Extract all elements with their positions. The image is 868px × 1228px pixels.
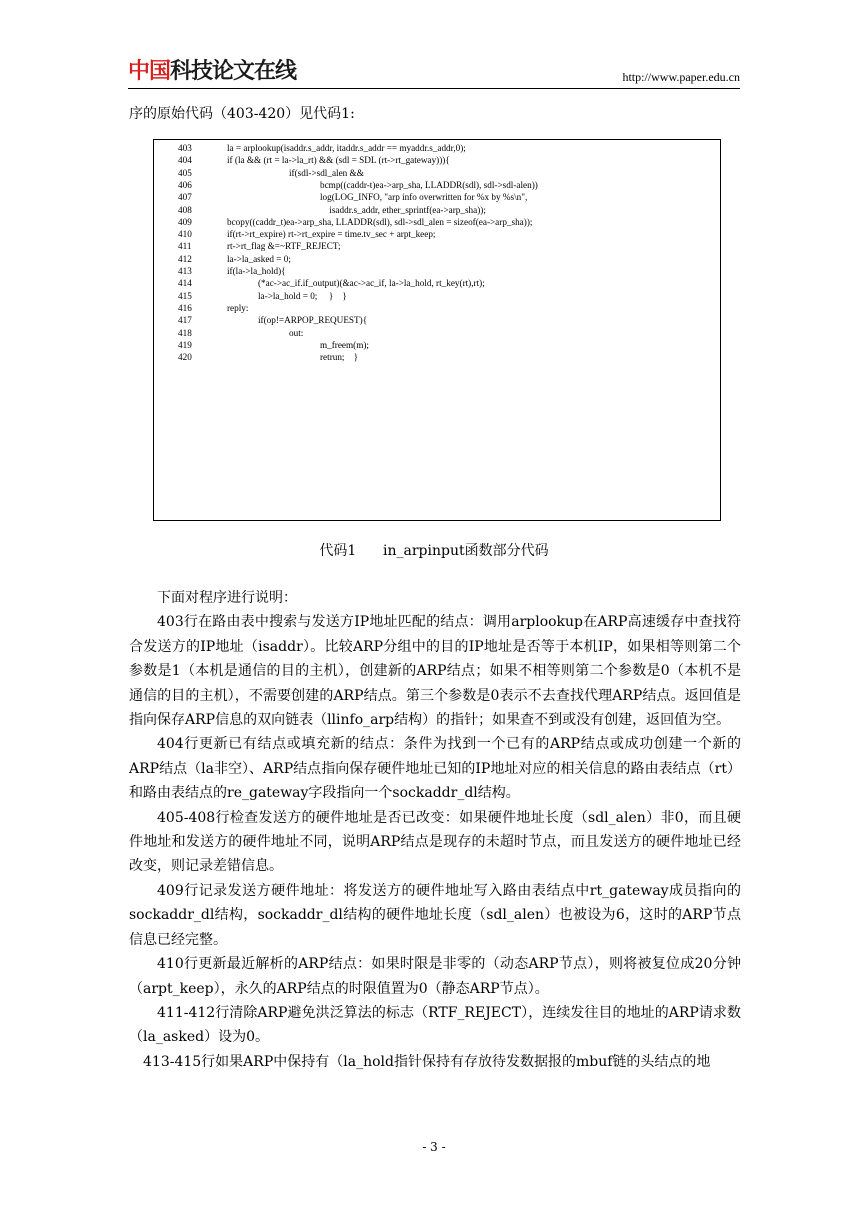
code-line-text: if(rt->rt_expire) rt->rt_expire = time.tv_sec + arpt_keep; bbox=[227, 229, 436, 240]
code-line-number: 410 bbox=[178, 229, 192, 240]
code-line-text: (*ac->ac_if.if_output)(&ac->ac_if, la->la_hold, rt_key(rt),rt); bbox=[258, 278, 485, 289]
header-rule bbox=[128, 88, 740, 89]
code-line-text: out: bbox=[289, 327, 304, 338]
code-line-text: if (la && (rt = la->la_rt) && (sdl = SDL (rt->rt_gateway))){ bbox=[227, 155, 450, 166]
code-line-number: 412 bbox=[178, 253, 192, 264]
logo-red-text: 中国 bbox=[128, 59, 171, 84]
code-line-number: 406 bbox=[178, 179, 192, 190]
body-paragraph: 下面对程序进行说明： bbox=[157, 590, 297, 606]
code-line-text: la->la_asked = 0; bbox=[227, 253, 291, 264]
code-line-text: if(op!=ARPOP_REQUEST){ bbox=[258, 315, 368, 326]
body-paragraph: 404行更新已有结点或填充新的结点：条件为找到一个已有的ARP结点或成功创建一个新的ARP结点（la非空）、ARP结点指向保存硬件地址已知的IP地址对应的相关信息的路由表结点（rt）和路由表结点的re_gateway字段指向一个sockaddr_dl结构。 bbox=[129, 736, 741, 802]
code-line-number: 415 bbox=[178, 290, 192, 301]
code-line-text: bcopy((caddr_t)ea->arp_sha, LLADDR(sdl), sdl->sdl_alen = sizeof(ea->arp_sha)); bbox=[227, 216, 533, 227]
body-paragraph: 410行更新最近解析的ARP结点：如果时限是非零的（动态ARP节点），则将被复位成20分钟（arpt_keep），永久的ARP结点的时限值置为0（静态ARP节点）。 bbox=[129, 956, 741, 997]
code-line-number: 418 bbox=[178, 327, 192, 338]
logo-dark-text: 科技论文在线 bbox=[170, 59, 297, 84]
code-line-text: la = arplookup(isaddr.s_addr, itaddr.s_addr == myaddr.s_addr,0); bbox=[227, 143, 466, 153]
code-line-number: 420 bbox=[178, 352, 192, 363]
code-line-text: retrun; } bbox=[320, 352, 359, 363]
journal-logo bbox=[128, 58, 296, 86]
code-line-number: 413 bbox=[178, 266, 192, 276]
body-paragraph: 409行记录发送方硬件地址：将发送方的硬件地址写入路由表结点中rt_gateway成员指向的sockaddr_dl结构，sockaddr_dl结构的硬件地址长度（sdl_alen）也被设为6，这时的ARP节点信息已经完整。 bbox=[129, 882, 741, 948]
code-line-text: m_freem(m); bbox=[320, 339, 369, 350]
code-line-text: if(la->la_hold){ bbox=[227, 266, 286, 276]
code-line-text: log(LOG_INFO, "arp info overwritten for %x by %s\n", bbox=[320, 192, 528, 203]
code-line-number: 409 bbox=[178, 216, 192, 227]
body-paragraph: 405-408行检查发送方的硬件地址是否已改变：如果硬件地址长度（sdl_alen）非0，而且硬件地址和发送方的硬件地址不同，说明ARP结点是现存的未超时节点，而且发送方的硬件地址已经改变，则记录差错信息。 bbox=[129, 809, 741, 875]
code-line-number: 403 bbox=[178, 143, 192, 153]
code-line-number: 416 bbox=[178, 302, 192, 313]
code-line-text: isaddr.s_addr, ether_sprintf(ea->arp_sha)); bbox=[329, 204, 486, 215]
body-text bbox=[129, 586, 741, 1074]
body-paragraph: 413-415行如果ARP中保持有（la_hold指针保持有存放待发数据报的mbuf链的头结点的地 bbox=[143, 1053, 711, 1070]
code-line-number: 407 bbox=[178, 192, 192, 203]
header-url[interactable]: http://www.paper.edu.cn bbox=[622, 70, 740, 84]
code-line-number: 417 bbox=[178, 315, 192, 326]
code-line-number: 405 bbox=[178, 167, 192, 178]
code-line-text: la->la_hold = 0; } } bbox=[258, 290, 347, 301]
code-line-number: 404 bbox=[178, 155, 192, 166]
code-line-text: bcmp((caddr-t)ea->arp_sha, LLADDR(sdl), sdl->sdl-alen)) bbox=[320, 179, 538, 190]
code-line-number: 411 bbox=[178, 241, 192, 252]
code-line-number: 419 bbox=[178, 339, 192, 350]
body-paragraph: 403行在路由表中搜索与发送方IP地址匹配的结点：调用arplookup在ARP高速缓存中查找符合发送方的IP地址（isaddr）。比较ARP分组中的目的IP地址是否等于本机IP，如果相等则第二个参数是1（本机是通信的目的主机），创建新的ARP结点；如果不相等则第二个参数是0（本机不是通信的目的主机），不需要创建的ARP结点。第三个参数是0表示不去查找代理ARP结点。返回值是指向保存ARP信息的双向链表（llinfo_arp结构）的指针；如果查不到或没有创建，返回值为空。 bbox=[129, 614, 741, 729]
body-paragraph: 411-412行清除ARP避免洪泛算法的标志（RTF_REJECT），连续发往目的地址的ARP请求数（la_asked）设为0。 bbox=[129, 1004, 741, 1046]
code-caption: 代码1 in_arpinput函数部分代码 bbox=[319, 543, 549, 559]
code-line-number: 414 bbox=[178, 278, 192, 289]
code-line-text: rt->rt_flag &=~RTF_REJECT; bbox=[227, 241, 341, 252]
code-line-text: reply: bbox=[227, 302, 249, 313]
code-line-text: if(sdl->sdl_alen && bbox=[289, 167, 364, 178]
code-line-number: 408 bbox=[178, 204, 192, 215]
page-number: - 3 - bbox=[422, 1140, 446, 1154]
code-listing bbox=[153, 139, 721, 521]
page-header bbox=[128, 58, 740, 86]
intro-text: 序的原始代码（403-420）见代码1: bbox=[129, 106, 355, 122]
